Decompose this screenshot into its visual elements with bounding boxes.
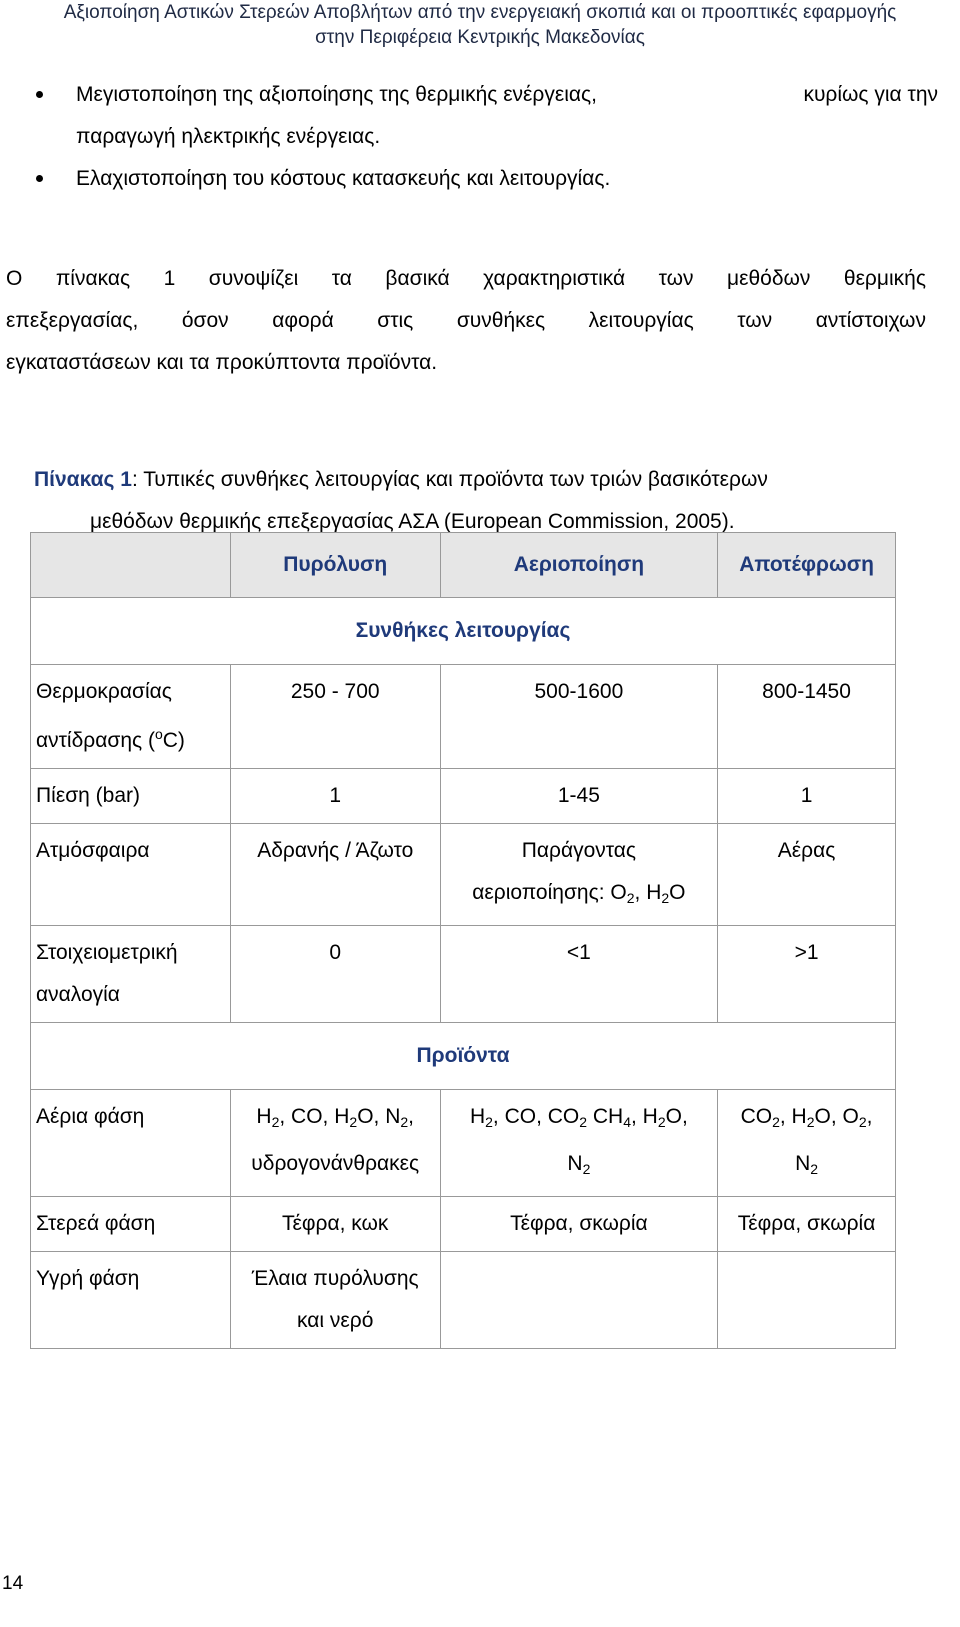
subscript: 2 (810, 1161, 819, 1177)
subscript: 2 (349, 1114, 358, 1130)
table-row (31, 769, 896, 824)
cell-text: H (256, 1105, 272, 1128)
cell-value (440, 824, 717, 926)
cell-empty (718, 1252, 896, 1349)
cell-value: 250 - 700 (230, 665, 440, 769)
thermal-methods-table (30, 532, 896, 1349)
table-row (31, 824, 896, 926)
word: των (737, 309, 773, 332)
cell-text: O, (665, 1105, 688, 1128)
bullet-item-1 (18, 74, 938, 158)
row-label-temperature (31, 665, 231, 769)
cell-value: Τέφρα, κωκ (230, 1197, 440, 1252)
paragraph-line-3: εγκαταστάσεων και τα προκύπτοντα προϊόντα. (6, 351, 438, 374)
row-label-atmosphere: Ατμόσφαιρα (31, 824, 231, 926)
word: αφορά (272, 309, 334, 332)
cell-text: , (866, 1105, 873, 1128)
table-row (31, 1090, 896, 1197)
cell-value (230, 1252, 440, 1349)
header-empty-cell (31, 533, 231, 598)
table-row (31, 1252, 896, 1349)
row-label-pressure: Πίεση (bar) (31, 769, 231, 824)
subscript: 2 (582, 1161, 591, 1177)
cell-text: N (567, 1152, 583, 1175)
label-text: C) (162, 729, 185, 752)
cell-value: Αέρας (718, 824, 896, 926)
header-incineration: Αποτέφρωση (718, 533, 896, 598)
cell-text: αεριοποίησης: O (472, 881, 627, 904)
cell-text: , H (634, 881, 662, 904)
cell-text: O, O (814, 1105, 859, 1128)
section-row (31, 598, 896, 665)
word: βασικά (385, 267, 450, 290)
bullet-1-text-b: κυρίως για την (803, 83, 938, 106)
cell-value: 800-1450 (718, 665, 896, 769)
subscript: 2 (858, 1114, 867, 1130)
bullet-item-2 (18, 158, 938, 200)
word: λειτουργίας (588, 309, 694, 332)
cell-value (718, 1090, 896, 1197)
word: μεθόδων (727, 267, 811, 290)
superscript: o (154, 726, 163, 742)
cell-text: H (469, 1105, 486, 1128)
word: επεξεργασίας, (6, 309, 139, 332)
cell-value: >1 (718, 926, 896, 1023)
cell-line: υδρογονάνθρακες (251, 1152, 420, 1175)
cell-text: , (408, 1105, 415, 1128)
label-line: αναλογία (36, 983, 120, 1006)
word: αντίστοιχων (815, 309, 926, 332)
cell-text: , CO, CO (492, 1105, 580, 1128)
cell-text: , H (779, 1105, 807, 1128)
header-line-1: Αξιοποίηση Αστικών Στερεών Αποβλήτων από την ενεργειακή σκοπιά και οι προοπτικές εφαρμογής (63, 2, 897, 23)
paragraph-line-1 (6, 258, 926, 300)
word: συνοψίζει (208, 267, 299, 290)
bullet-icon (36, 91, 43, 98)
header-gasification: Αεριοποίηση (440, 533, 717, 598)
word: τα (331, 267, 352, 290)
table-row (31, 926, 896, 1023)
cell-text: O (669, 881, 686, 904)
word: θερμικής (843, 267, 926, 290)
cell-text: , CO, H (279, 1105, 350, 1128)
subscript: 2 (772, 1114, 780, 1130)
cell-line: και νερό (297, 1309, 374, 1332)
subscript: 4 (623, 1114, 632, 1130)
row-label-solid-phase: Στερεά φάση (31, 1197, 231, 1252)
word: 1 (163, 267, 176, 290)
section-row (31, 1023, 896, 1090)
cell-line: Παράγοντας (521, 839, 637, 862)
cell-value: 1-45 (440, 769, 717, 824)
label-text: αντίδρασης ( (36, 729, 155, 752)
paragraph-line-2 (6, 300, 926, 342)
cell-text: CO (740, 1105, 773, 1128)
cell-value (230, 1090, 440, 1197)
intro-paragraph (6, 258, 926, 384)
page-header (0, 0, 960, 50)
cell-value: Τέφρα, σκωρία (718, 1197, 896, 1252)
cell-empty (440, 1252, 717, 1349)
cell-text: , H (631, 1105, 658, 1128)
caption-text-2: μεθόδων θερμικής επεξεργασίας ΑΣΑ (European Commission, 2005). (90, 510, 735, 533)
word: Ο (6, 267, 23, 290)
header-line-2: στην Περιφέρεια Κεντρικής Μακεδονίας (315, 27, 645, 48)
label-line: Θερμοκρασίας (36, 680, 172, 703)
bullet-2-text: Ελαχιστοποίηση του κόστους κατασκευής και λειτουργίας. (76, 167, 611, 190)
word: συνθήκες (456, 309, 546, 332)
cell-value: Τέφρα, σκωρία (440, 1197, 717, 1252)
bullet-1-text-line2: παραγωγή ηλεκτρικής ενέργειας. (76, 125, 381, 148)
word: όσον (181, 309, 229, 332)
cell-value: 1 (230, 769, 440, 824)
row-label-gas-phase: Αέρια φάση (31, 1090, 231, 1197)
table-caption (34, 459, 934, 543)
table-row (31, 665, 896, 769)
bullet-list (18, 74, 938, 200)
cell-value: Αδρανής / Άζωτο (230, 824, 440, 926)
subscript: 2 (626, 890, 635, 906)
header-pyrolysis: Πυρόλυση (230, 533, 440, 598)
word: πίνακας (55, 267, 131, 290)
cell-text: N (795, 1152, 811, 1175)
word: στις (377, 309, 414, 332)
subscript: 2 (271, 1114, 280, 1130)
cell-line: Έλαια πυρόλυσης (251, 1267, 419, 1290)
caption-text-1: : Τυπικές συνθήκες λειτουργίας και προϊόντα των τριών βασικότερων (131, 468, 768, 491)
section-products: Προϊόντα (31, 1023, 896, 1090)
subscript: 2 (485, 1114, 493, 1130)
cell-value: 1 (718, 769, 896, 824)
bullet-icon (36, 175, 43, 182)
caption-label: Πίνακας 1 (34, 468, 132, 491)
page-number: 14 (2, 1573, 24, 1594)
subscript: 2 (661, 890, 670, 906)
section-operating-conditions: Συνθήκες λειτουργίας (31, 598, 896, 665)
cell-text: CH (587, 1105, 624, 1128)
row-label-liquid-phase: Υγρή φάση (31, 1252, 231, 1349)
cell-value (440, 1090, 717, 1197)
table-row (31, 1197, 896, 1252)
subscript: 2 (806, 1114, 815, 1130)
subscript: 2 (657, 1114, 666, 1130)
label-line: Στοιχειομετρική (36, 941, 178, 964)
cell-value: 500-1600 (440, 665, 717, 769)
word: χαρακτηριστικά (483, 267, 626, 290)
row-label-stoichiometric (31, 926, 231, 1023)
subscript: 2 (579, 1114, 588, 1130)
cell-value: 0 (230, 926, 440, 1023)
bullet-1-text-a: Μεγιστοποίηση της αξιοποίησης της θερμικής ενέργειας, (76, 83, 597, 106)
cell-value: <1 (440, 926, 717, 1023)
table-header-row (31, 533, 896, 598)
subscript: 2 (400, 1114, 409, 1130)
word: των (658, 267, 694, 290)
cell-text: O, N (357, 1105, 401, 1128)
